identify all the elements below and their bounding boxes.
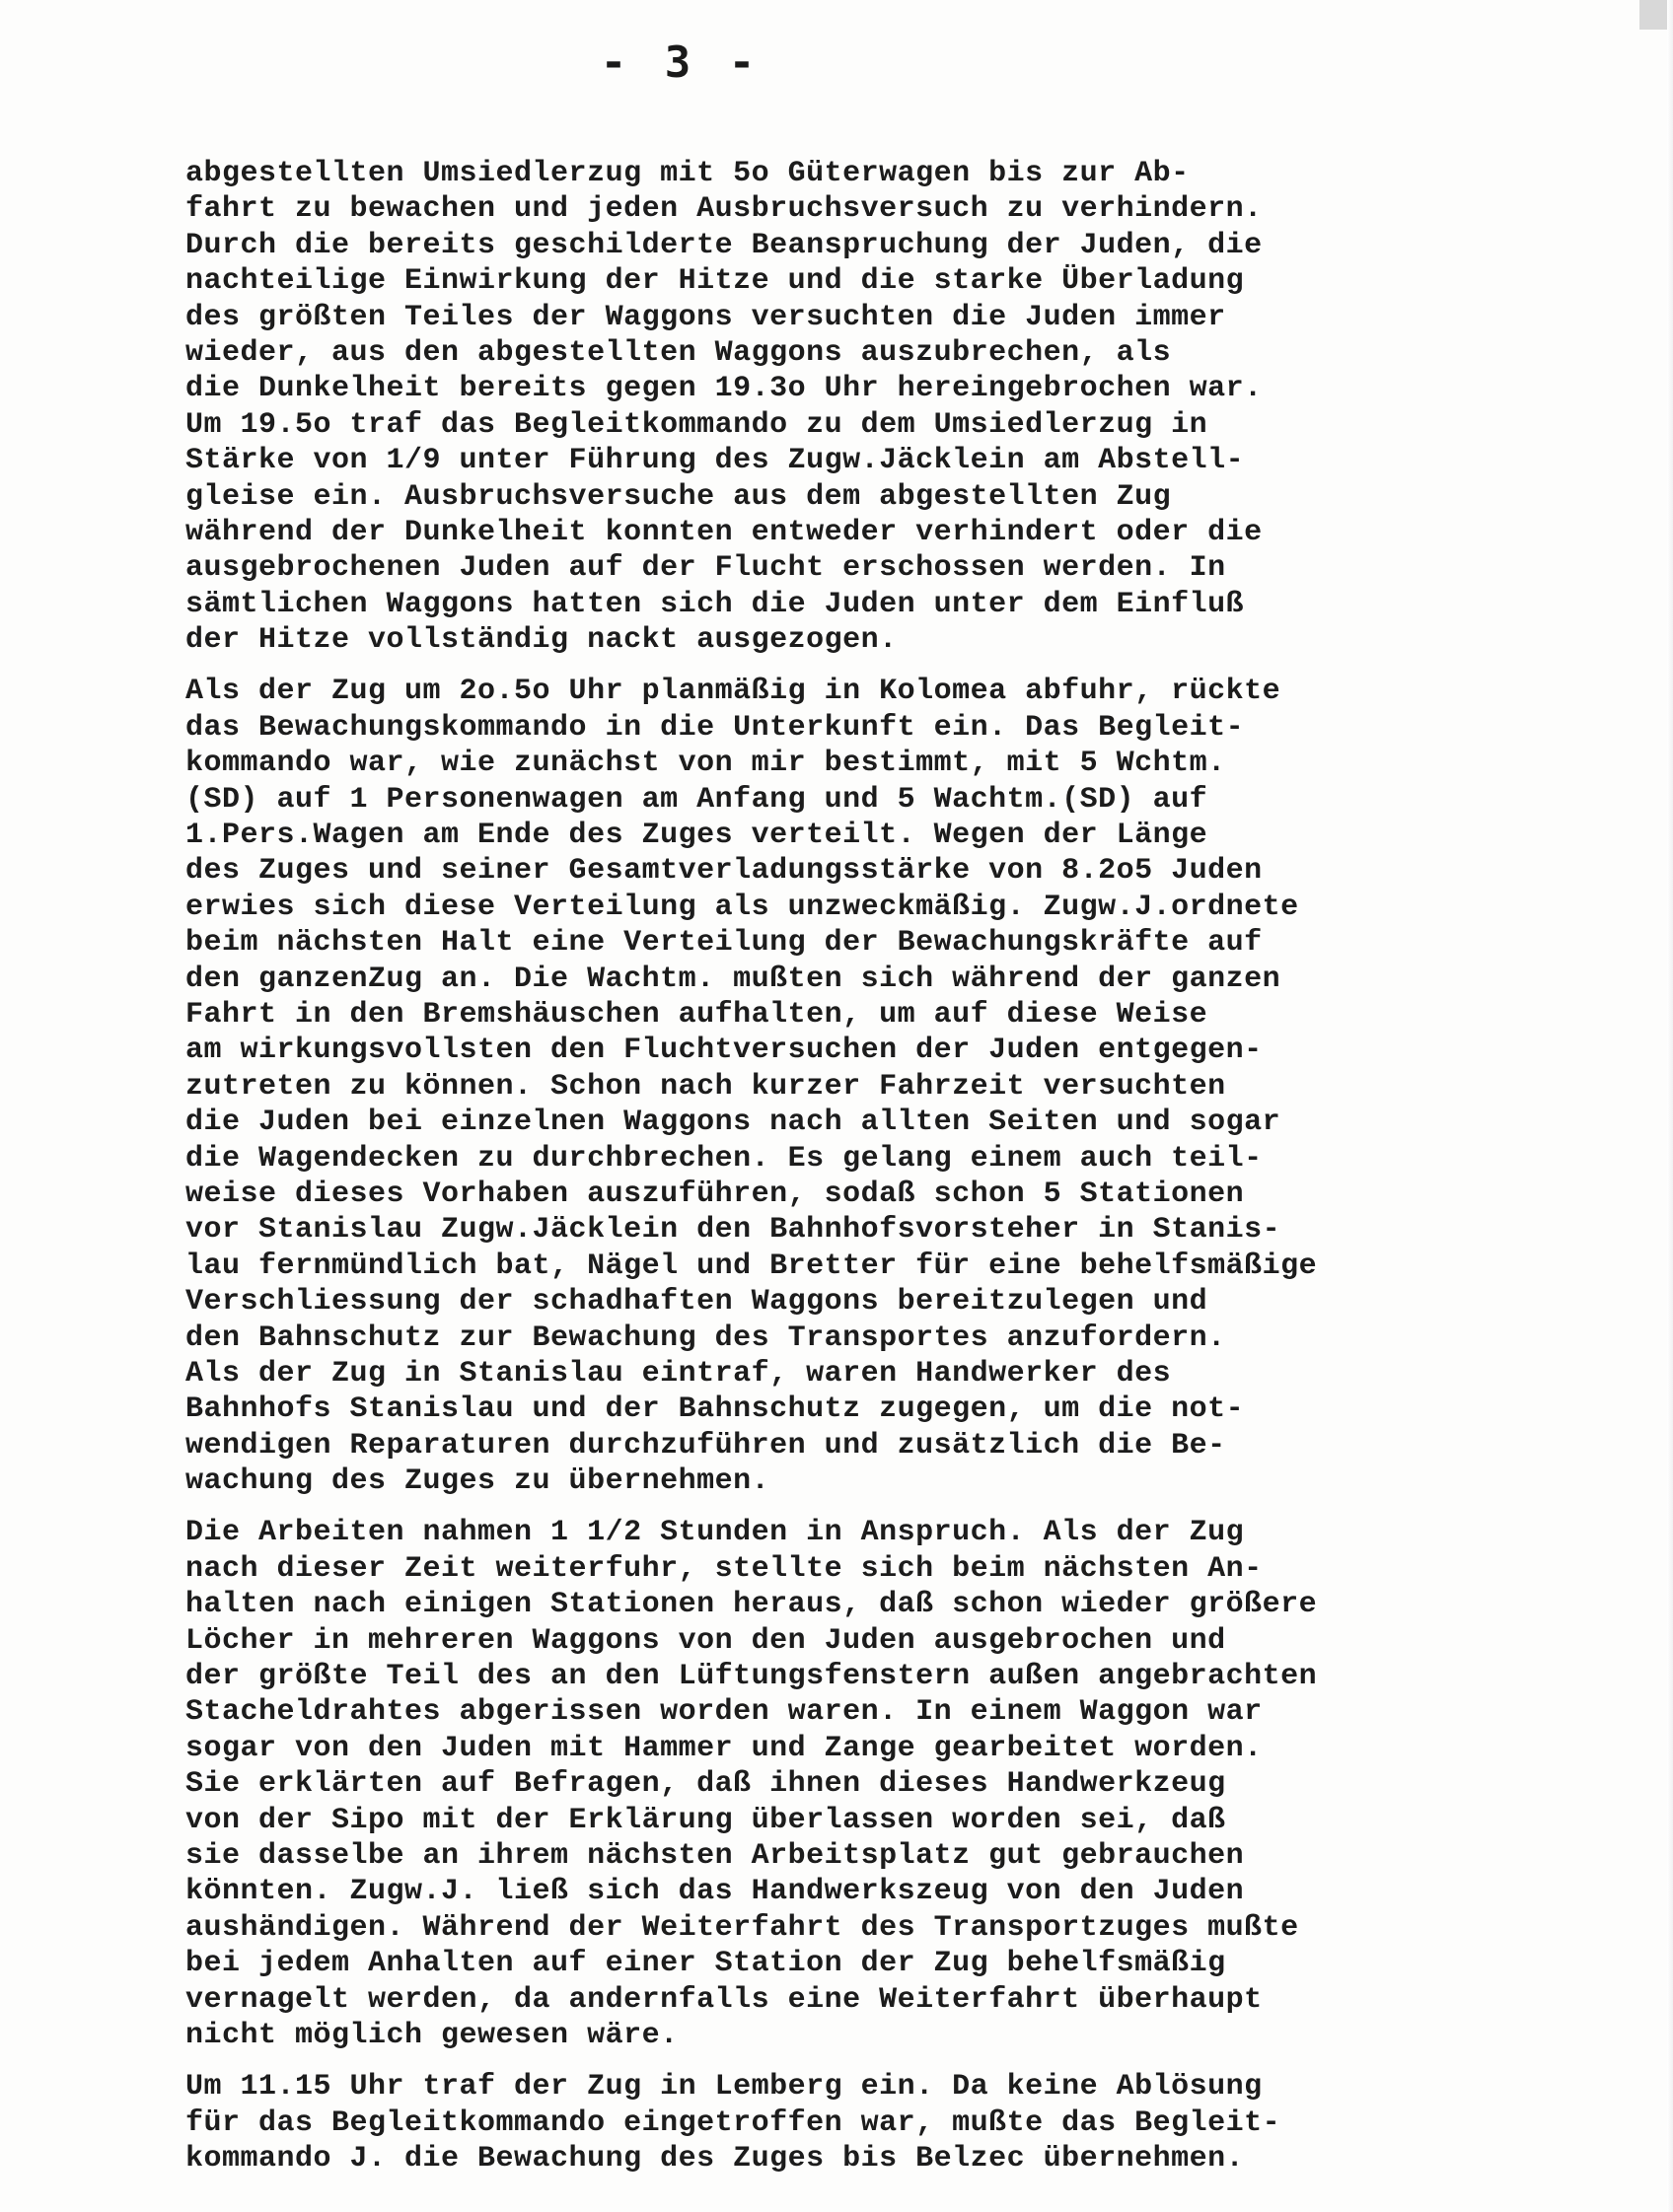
text-line: die Juden bei einzelnen Waggons nach allten Seiten und sogar bbox=[185, 1106, 1281, 1140]
text-line: Die Arbeiten nahmen 1 1/2 Stunden in Anspruch. Als der Zug bbox=[185, 1516, 1245, 1550]
text-line: beim nächsten Halt eine Verteilung der Bewachungskräfte auf bbox=[185, 926, 1263, 961]
text-line: 1.Pers.Wagen am Ende des Zuges verteilt. Wegen der Länge bbox=[185, 819, 1208, 853]
text-line: Löcher in mehreren Waggons von den Juden ausgebrochen und bbox=[185, 1623, 1226, 1658]
text-line: Fahrt in den Bremshäuschen aufhalten, um auf diese Weise bbox=[185, 997, 1208, 1032]
text-line: den ganzenZug an. Die Wachtm. mußten sich während der ganzen bbox=[185, 962, 1281, 996]
paragraph-4 bbox=[185, 2069, 1507, 2176]
page-number: - 3 - bbox=[600, 37, 762, 88]
scan-edge-shade bbox=[1667, 0, 1673, 2212]
paragraph-3 bbox=[185, 1515, 1507, 2053]
text-line: lau fernmündlich bat, Nägel und Bretter für eine behelfsmäßige bbox=[185, 1249, 1318, 1283]
text-line: ausgebrochenen Juden auf der Flucht erschossen werden. In bbox=[185, 551, 1226, 586]
text-line: das Bewachungskommando in die Unterkunft ein. Das Begleit- bbox=[185, 710, 1245, 745]
text-line: des Zuges und seiner Gesamtverladungsstärke von 8.2o5 Juden bbox=[185, 854, 1263, 889]
text-line: Als der Zug um 2o.5o Uhr planmäßig in Kolomea abfuhr, rückte bbox=[185, 675, 1281, 709]
text-line: Als der Zug in Stanislau eintraf, waren Handwerker des bbox=[185, 1356, 1172, 1391]
text-line: am wirkungsvollsten den Fluchtversuchen der Juden entgegen- bbox=[185, 1034, 1263, 1068]
text-line: nachteilige Einwirkung der Hitze und die starke Überladung bbox=[185, 264, 1245, 299]
text-line: Um 19.5o traf das Begleitkommando zu dem Umsiedlerzug in bbox=[185, 407, 1208, 442]
paragraph-1 bbox=[185, 156, 1507, 658]
text-line: aushändigen. Während der Weiterfahrt des Transportzuges mußte bbox=[185, 1910, 1299, 1945]
body-text bbox=[185, 156, 1507, 2192]
paragraph-2 bbox=[185, 674, 1507, 1499]
text-line: kommando J. die Bewachung des Zuges bis Belzec übernehmen. bbox=[185, 2142, 1245, 2176]
text-line: bei jedem Anhalten auf einer Station der Zug behelfsmäßig bbox=[185, 1947, 1226, 1981]
text-line: Stärke von 1/9 unter Führung des Zugw.Jäcklein am Abstell- bbox=[185, 444, 1245, 478]
text-line: Stacheldrahtes abgerissen worden waren. In einem Waggon war bbox=[185, 1695, 1263, 1730]
text-line: sie dasselbe an ihrem nächsten Arbeitsplatz gut gebrauchen bbox=[185, 1838, 1245, 1873]
text-line: Bahnhofs Stanislau und der Bahnschutz zugegen, um die not- bbox=[185, 1392, 1245, 1427]
text-line: die Dunkelheit bereits gegen 19.3o Uhr hereingebrochen war. bbox=[185, 372, 1263, 406]
text-line: Verschliessung der schadhaften Waggons bereitzulegen und bbox=[185, 1285, 1208, 1320]
text-line: gleise ein. Ausbruchsversuche aus dem abgestellten Zug bbox=[185, 479, 1172, 514]
text-line: abgestellten Umsiedlerzug mit 5o Güterwagen bis zur Ab- bbox=[185, 157, 1190, 190]
text-line: für das Begleitkommando eingetroffen war, mußte das Begleit- bbox=[185, 2105, 1281, 2140]
text-line: wieder, aus den abgestellten Waggons auszubrechen, als bbox=[185, 335, 1172, 370]
text-line: vernagelt werden, da andernfalls eine Weiterfahrt überhaupt bbox=[185, 1982, 1263, 2017]
text-line: halten nach einigen Stationen heraus, daß schon wieder größere bbox=[185, 1588, 1318, 1622]
text-line: sämtlichen Waggons hatten sich die Juden unter dem Einfluß bbox=[185, 587, 1245, 621]
text-line: zutreten zu können. Schon nach kurzer Fahrzeit versuchten bbox=[185, 1069, 1226, 1104]
text-line: Sie erklärten auf Befragen, daß ihnen dieses Handwerkzeug bbox=[185, 1767, 1226, 1802]
text-line: der größte Teil des an den Lüftungsfenstern außen angebrachten bbox=[185, 1660, 1318, 1694]
text-line: während der Dunkelheit konnten entweder verhindert oder die bbox=[185, 515, 1263, 549]
text-line: wendigen Reparaturen durchzuführen und zusätzlich die Be- bbox=[185, 1428, 1226, 1463]
text-line: des größten Teiles der Waggons versuchten die Juden immer bbox=[185, 300, 1226, 334]
text-line: (SD) auf 1 Personenwagen am Anfang und 5 Wachtm.(SD) auf bbox=[185, 782, 1208, 817]
text-line: nicht möglich gewesen wäre. bbox=[185, 2018, 679, 2052]
text-line: weise dieses Vorhaben auszuführen, sodaß schon 5 Stationen bbox=[185, 1177, 1245, 1211]
text-line: könnten. Zugw.J. ließ sich das Handwerkszeug von den Juden bbox=[185, 1875, 1245, 1909]
text-line: Durch die bereits geschilderte Beanspruchung der Juden, die bbox=[185, 228, 1263, 262]
text-line: nach dieser Zeit weiterfuhr, stellte sich beim nächsten An- bbox=[185, 1551, 1263, 1586]
text-line: den Bahnschutz zur Bewachung des Transportes anzufordern. bbox=[185, 1320, 1226, 1355]
text-line: die Wagendecken zu durchbrechen. Es gelang einem auch teil- bbox=[185, 1141, 1263, 1176]
text-line: wachung des Zuges zu übernehmen. bbox=[185, 1464, 770, 1499]
text-line: erwies sich diese Verteilung als unzweckmäßig. Zugw.J.ordnete bbox=[185, 890, 1299, 924]
text-line: von der Sipo mit der Erklärung überlassen worden sei, daß bbox=[185, 1803, 1226, 1837]
text-line: fahrt zu bewachen und jeden Ausbruchsversuch zu verhindern. bbox=[185, 192, 1263, 227]
text-line: Um 11.15 Uhr traf der Zug in Lemberg ein. Da keine Ablösung bbox=[185, 2070, 1263, 2105]
text-line: der Hitze vollständig nackt ausgezogen. bbox=[185, 623, 898, 658]
text-line: kommando war, wie zunächst von mir bestimmt, mit 5 Wchtm. bbox=[185, 747, 1226, 781]
text-line: sogar von den Juden mit Hammer und Zange gearbeitet worden. bbox=[185, 1731, 1263, 1765]
text-line: vor Stanislau Zugw.Jäcklein den Bahnhofsvorsteher in Stanis- bbox=[185, 1213, 1281, 1248]
